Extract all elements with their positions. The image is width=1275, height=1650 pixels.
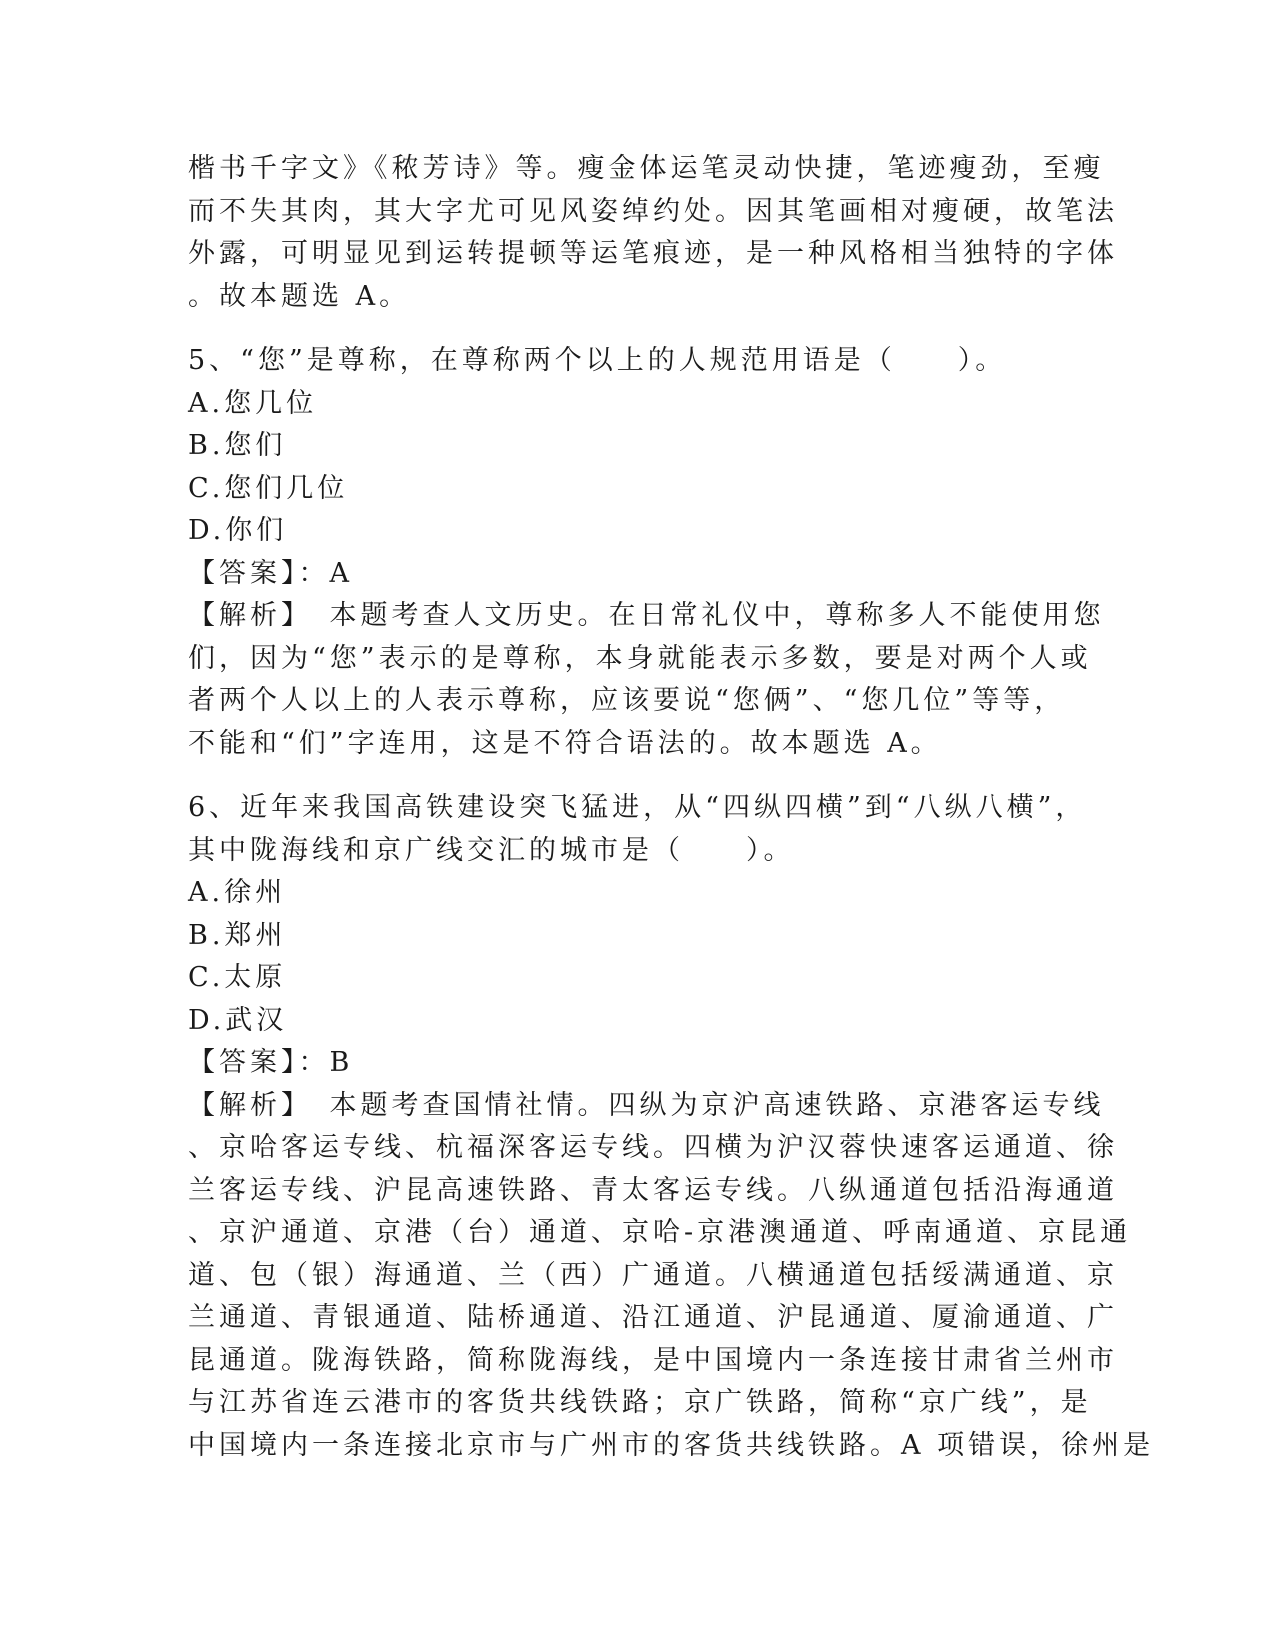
analysis-line: 昆通道。陇海铁路，简称陇海线，是中国境内一条连接甘肃省兰州市 [188, 1344, 1118, 1376]
analysis-line: 不能和“们”字连用，这是不符合语法的。故本题选 A。 [188, 727, 942, 759]
option-b: B.您们 [188, 430, 287, 461]
question-stem: 其中陇海线和京广线交汇的城市是（ ）。 [188, 834, 795, 866]
analysis-line: 、京哈客运专线、杭福深客运专线。四横为沪汉蓉快速客运通道、徐 [188, 1132, 1118, 1163]
analysis-line: 【解析】 本题考查国情社情。四纵为京沪高速铁路、京港客运专线 [188, 1089, 1105, 1121]
analysis-line: 兰客运专线、沪昆高速铁路、青太客运专线。八纵通道包括沿海通道 [188, 1174, 1118, 1206]
answer-line: 【答案】：B [188, 1047, 354, 1078]
option-a: A.您几位 [188, 387, 318, 419]
question-5 [188, 340, 1105, 765]
option-d: D.武汉 [188, 1004, 288, 1036]
analysis-line: 们，因为“您”表示的是尊称，本身就能表示多数，要是对两个人或 [188, 642, 1092, 674]
analysis-line: 道、包（银）海通道、兰（西）广通道。八横通道包括绥满通道、京 [188, 1259, 1118, 1291]
text-line: 而不失其肉，其大字尤可见风姿绰约处。因其笔画相对瘦硬，故笔法 [188, 195, 1118, 227]
spacer [188, 765, 1088, 787]
text-line: 。故本题选 A。 [188, 280, 411, 312]
question-stem: 6、近年来我国高铁建设突飞猛进，从“四纵四横”到“八纵八横”， [188, 792, 1087, 823]
analysis-line: 中国境内一条连接北京市与广州市的客货共线铁路。A 项错误，徐州是 [188, 1429, 1155, 1461]
analysis-line: 者两个人以上的人表示尊称，应该要说“您俩”、“您几位”等等， [188, 685, 1066, 716]
option-d: D.你们 [188, 515, 288, 546]
question-6 [188, 787, 1155, 1467]
continued-analysis [188, 148, 1118, 318]
analysis-line: 、京沪通道、京港（台）通道、京哈-京港澳通道、呼南通道、京昆通 [188, 1217, 1132, 1248]
question-stem: 5、“您”是尊称，在尊称两个以上的人规范用语是（ ）。 [188, 345, 1007, 376]
analysis-line: 兰通道、青银通道、陆桥通道、沿江通道、沪昆通道、厦渝通道、广 [188, 1302, 1118, 1333]
option-c: C.太原 [188, 962, 287, 993]
analysis-line: 与江苏省连云港市的客货共线铁路；京广铁路，简称“京广线”，是 [188, 1387, 1092, 1418]
answer-line: 【答案】：A [188, 557, 353, 589]
text-line: 楷书千字文》《秾芳诗》等。瘦金体运笔灵动快捷，笔迹瘦劲，至瘦 [188, 153, 1105, 184]
option-b: B.郑州 [188, 919, 287, 951]
document-page [188, 148, 1155, 1467]
option-a: A.徐州 [188, 877, 287, 908]
text-line: 外露，可明显见到运转提顿等运笔痕迹，是一种风格相当独特的字体 [188, 238, 1118, 269]
analysis-line: 【解析】 本题考查人文历史。在日常礼仪中，尊称多人不能使用您 [188, 600, 1105, 631]
spacer [188, 318, 1088, 340]
option-c: C.您们几位 [188, 472, 349, 504]
